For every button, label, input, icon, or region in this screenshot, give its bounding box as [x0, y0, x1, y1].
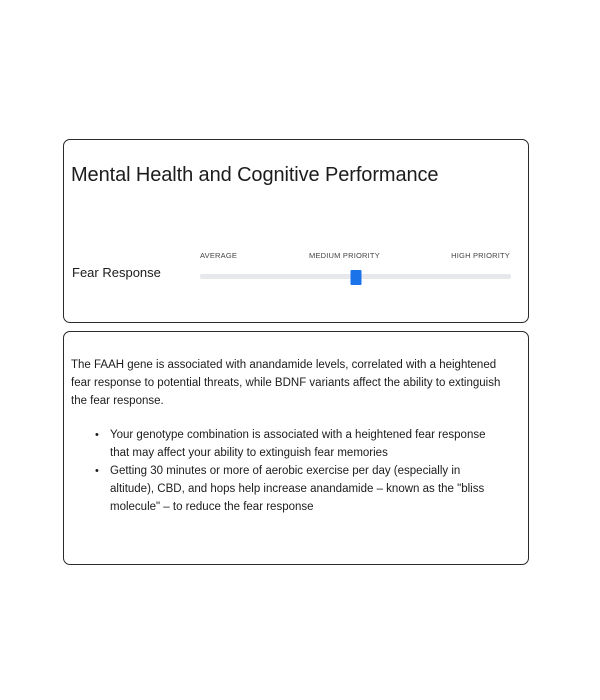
- recommendation-list: [95, 426, 505, 516]
- description-card: [63, 331, 529, 565]
- scale-label-average: AVERAGE: [200, 251, 238, 260]
- bullet-icon: •: [95, 429, 99, 441]
- metric-label: Fear Response: [72, 265, 161, 280]
- priority-scale-track: [200, 274, 511, 279]
- priority-level-marker: [350, 270, 361, 285]
- scale-label-medium-priority: MEDIUM PRIORITY: [309, 251, 380, 260]
- section-title: Mental Health and Cognitive Performance: [71, 164, 439, 186]
- list-item: [95, 426, 505, 462]
- priority-card: [63, 139, 529, 323]
- list-item: [95, 462, 505, 516]
- list-item-text: Your genotype combination is associated with a heightened fear response that may affect your ability to extinguish fear memories: [110, 429, 486, 459]
- scale-label-high-priority: HIGH PRIORITY: [451, 251, 510, 260]
- bullet-icon: •: [95, 465, 99, 477]
- list-item-text: Getting 30 minutes or more of aerobic exercise per day (especially in altitude), CBD, and hops help increase anandamide – known as the "bliss molecule" – to reduce the fear response: [110, 465, 485, 513]
- description-intro: The FAAH gene is associated with anandamide levels, correlated with a heightened fear response to potential threats, while BDNF variants affect the ability to extinguish the fear response.: [71, 359, 501, 407]
